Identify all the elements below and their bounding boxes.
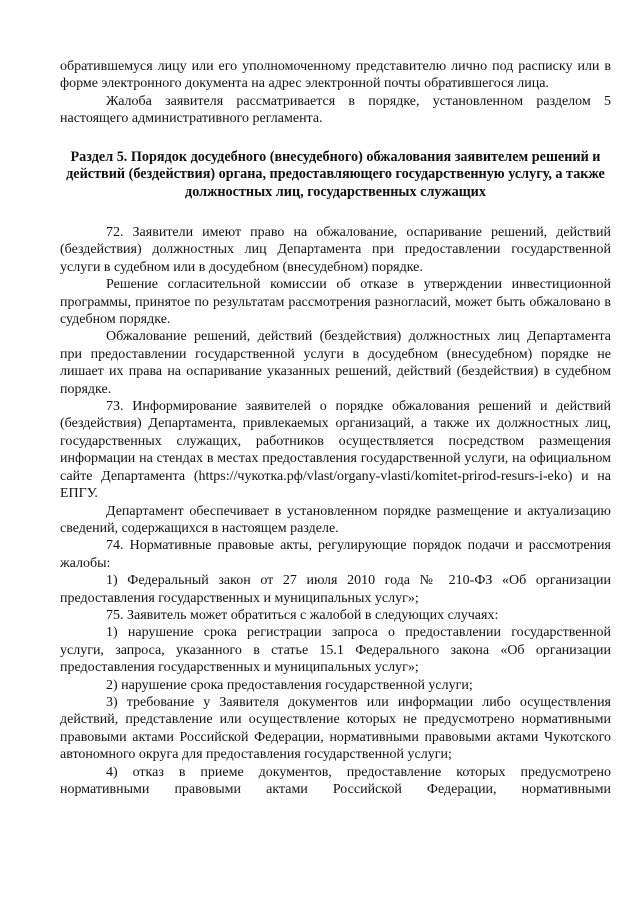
paragraph-74: 74. Нормативные правовые акты, регулирующие порядок подачи и рассмотрения жалобы: <box>60 538 611 571</box>
paragraph-appeal-rights: Обжалование решений, действий (бездействия) должностных лиц Департамента при предоставлении государственной услуги в досудебном (внесудебном) порядке не лишает их права на оспаривание указанных решений, действий (бездействия) в судебном порядке. <box>60 329 611 397</box>
paragraph-commission-decision: Решение согласительной комиссии об отказе в утверждении инвестиционной программы, принятое по результатам рассмотрения разногласий, может быть обжаловано в судебном порядке. <box>60 277 611 328</box>
paragraph-continuation: обратившемуся лицу или его уполномоченному представителю лично под расписку или в форме электронного документа на адрес электронной почты обратившегося лица. <box>60 59 611 92</box>
list-item-3: 3) требование у Заявителя документов или информации либо осуществления действий, представление или осуществление которых не предусмотрено нормативными правовыми актами Российской Федерации, нормативными правовыми актами Чукотского автономного округа для предоставления государственной услуги; <box>60 694 611 763</box>
paragraph-73: 73. Информирование заявителей о порядке обжалования решений и действий (бездействия) Департамента, привлекаемых организаций, а также их должностных лиц, государственных служащих, работников осуществляется посредством размещения информации на стендах в местах предоставления государственной услуги, на официальном сайте Департамента (https://чукотка.рф/vlast/organy-vlasti/komitet-prirod-resurs-i-eko) и на ЕПГУ. <box>60 399 611 502</box>
document-body <box>60 58 611 798</box>
list-item-1: 1) нарушение срока регистрации запроса о предоставлении государственной услуги, запроса, указанного в статье 15.1 Федерального закона «Об организации предоставления государственных и муниципальных услуг»; <box>60 625 611 676</box>
list-item-law-210: 1) Федеральный закон от 27 июля 2010 года № 210-ФЗ «Об организации предоставления государственных и муниципальных услуг»; <box>60 573 611 606</box>
paragraph-department-duty: Департамент обеспечивает в установленном порядке размещение и актуализацию сведений, содержащихся в настоящем разделе. <box>60 503 611 536</box>
list-item-2: 2) нарушение срока предоставления государственной услуги; <box>106 677 473 693</box>
paragraph-72: 72. Заявители имеют право на обжалование, оспаривание решений, действий (бездействия) должностных лиц Департамента при предоставлении государственной услуги в судебном или в досудебном (внесудебном) порядке. <box>60 225 611 275</box>
section-heading: Раздел 5. Порядок досудебного (внесудебного) обжалования заявителем решений и действий (бездействия) органа, предоставляющего государственную услугу, а также должностных лиц, государственных служащих <box>66 148 605 201</box>
paragraph-complaint-procedure: Жалоба заявителя рассматривается в порядке, установленном разделом 5 настоящего административного регламента. <box>60 93 611 127</box>
paragraph-75: 75. Заявитель может обратиться с жалобой в следующих случаях: <box>106 607 499 623</box>
list-item-4: 4) отказ в приеме документов, предоставление которых предусмотрено нормативными правовыми актами Российской Федерации, нормативными <box>60 764 611 798</box>
